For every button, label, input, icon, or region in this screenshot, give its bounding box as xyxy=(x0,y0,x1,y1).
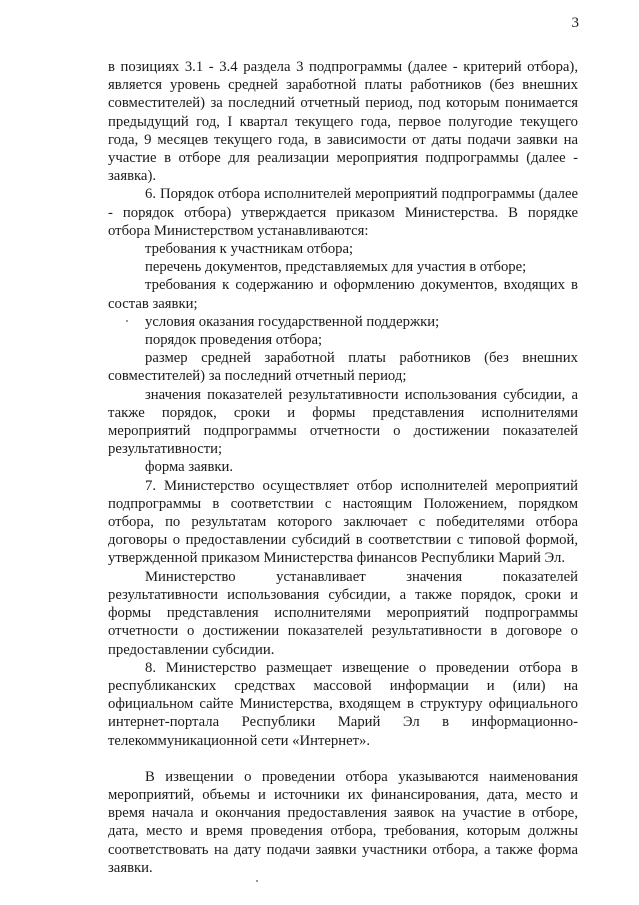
list-item-indicators: значения показателей результативности использования субсидии, а также порядок, сроки и формы представления исполнителями мероприятий подпрограммы отчетности о достижении показателей результативности; xyxy=(108,386,578,458)
list-item-document-format: требования к содержанию и оформлению документов, входящих в состав заявки; xyxy=(108,277,578,312)
scan-speck xyxy=(256,880,258,882)
paragraph-criteria: в позициях 3.1 - 3.4 раздела 3 подпрограммы (далее - критерий отбора), является уровень средней заработной платы работников (без внешних совместителей) за последний отчетный период, под которым понимается предыдущий год, I квартал текущего года, первое полугодие текущего года, 9 месяцев текущего года, в зависимости от даты подачи заявки на участие в отборе для реализации мероприятия подпрограммы (далее - заявка). xyxy=(108,59,578,185)
list-item-selection-procedure: порядок проведения отбора; xyxy=(145,332,323,349)
document-body xyxy=(108,58,578,877)
paragraph-ministry-indicators: Министерство устанавливает значения показателей результативности использования субсидии, а также порядок, сроки и формы представления исполнителями мероприятий подпрограммы отчетности о достижении показателей результативности в договоре о предоставлении субсидии. xyxy=(108,568,578,658)
paragraph-7: 7. Министерство осуществляет отбор исполнителей мероприятий подпрограммы в соответствии с настоящим Положением, порядком отбора, по результатам которого заключает с победителями отбора договоры о предоставлении субсидий в соответствии с типовой формой, утвержденной приказом Министерства финансов Республики Марий Эл. xyxy=(108,477,578,567)
scan-speck xyxy=(126,320,128,322)
paragraph-notice: В извещении о проведении отбора указываются наименования мероприятий, объемы и источники их финансирования, дата, место и время начала и окончания предоставления заявок на участие в отборе, дата, место и время проведения отбора, требования, которым должны соответствовать на дату подачи заявки участники отбора, а также форма заявки. xyxy=(108,768,578,876)
paragraph-8: 8. Министерство размещает извещение о проведении отбора в республиканских средствах массовой информации и (или) на официальном сайте Министерства, входящем в структуру официального интернет-портала Республики Марий Эл в информационно-телекоммуникационной сети «Интернет». xyxy=(108,659,578,749)
paragraph-6: 6. Порядок отбора исполнителей мероприятий подпрограммы (далее - порядок отбора) утверждается приказом Министерства. В порядке отбора Министерством устанавливаются: xyxy=(108,186,578,239)
list-item-support-conditions: условия оказания государственной поддержки; xyxy=(145,313,440,330)
list-item-application-form: форма заявки. xyxy=(145,459,234,476)
page-number: 3 xyxy=(571,15,579,31)
list-item-salary: размер средней заработной платы работников (без внешних совместителей) за последний отчетный период; xyxy=(108,350,578,385)
list-item-requirements: требования к участникам отбора; xyxy=(145,241,354,258)
list-item-documents: перечень документов, представляемых для участия в отборе; xyxy=(145,259,527,276)
